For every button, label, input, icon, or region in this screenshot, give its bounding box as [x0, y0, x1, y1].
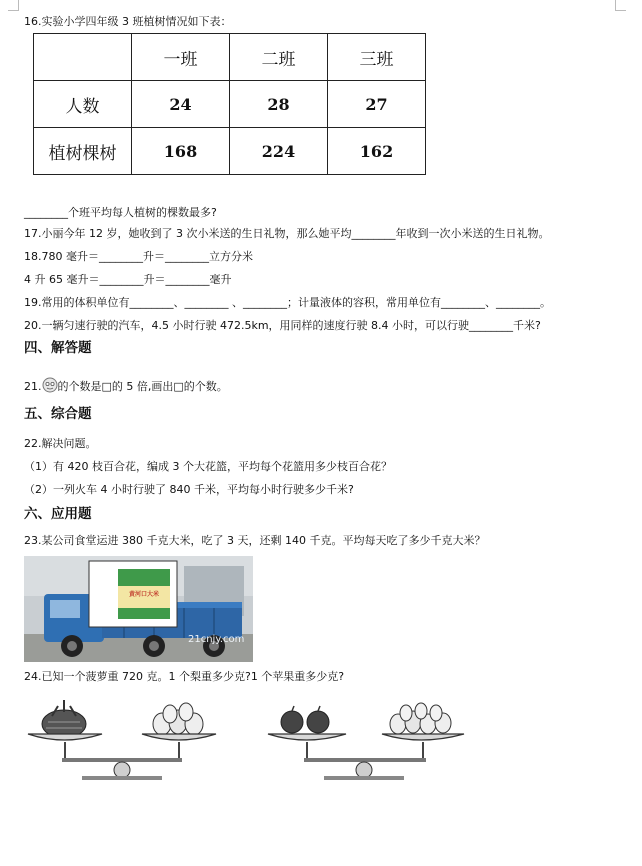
q20-text: 20.一辆匀速行驶的汽车，4.5 小时行驶 472.5km，用同样的速度行驶 8.4 小时，可以行驶________千米?: [24, 319, 541, 332]
q21-text: [24, 377, 228, 398]
table-cell: 168: [132, 128, 230, 175]
face-icon: [42, 377, 58, 398]
q22-sub1: （1）有 420 枝百合花，编成 3 个大花篮，平均每个花篮用多少枝百合花？: [24, 460, 392, 473]
truck-rice-photo: [24, 556, 253, 662]
q18-line2: 4 升 65 毫升＝________升＝________毫升: [24, 273, 232, 286]
photo-watermark: 21cnjy.com: [188, 634, 245, 645]
q21-body: 的个数是□的 5 倍,画出□的个数。: [57, 380, 228, 393]
section-heading-6: 六、应用题: [24, 506, 92, 522]
section-heading-5: 五、综合题: [24, 406, 92, 422]
table-row: [34, 81, 426, 128]
table-cell: 224: [230, 128, 328, 175]
table-header-class2: 二班: [230, 34, 328, 81]
q24-text: 24.已知一个菠萝重 720 克。1 个梨重多少克?1 个苹果重多少克?: [24, 670, 345, 683]
q23-text: 23.某公司食堂运进 380 千克大米，吃了 3 天，还剩 140 千克。平均每天吃了多少千克大米？: [24, 534, 486, 547]
balance-scale-pineapple-pears: [22, 700, 222, 786]
table-cell: 28: [230, 81, 328, 128]
q16-question: ________个班平均每人植树的棵数最多?: [24, 206, 217, 219]
table-cell: 24: [132, 81, 230, 128]
q16-title: 16.实验小学四年级 3 班植树情况如下表：: [24, 15, 232, 28]
table-header-row: [34, 34, 426, 81]
section-heading-4: 四、解答题: [24, 340, 92, 356]
table-row: [34, 128, 426, 175]
table-cell: 162: [328, 128, 426, 175]
tree-planting-table: [33, 33, 426, 175]
row-label-trees: 植树棵树: [34, 128, 132, 175]
row-label-students: 人数: [34, 81, 132, 128]
q17-text: 17.小丽今年 12 岁，她收到了 3 次小米送的生日礼物，那么她平均________年收到一次小米送的生日礼物。: [24, 227, 550, 240]
table-header-class3: 三班: [328, 34, 426, 81]
page-corner-mark: [615, 0, 626, 11]
q21-number: 21.: [24, 380, 42, 393]
table-cell: [34, 34, 132, 81]
table-cell: 27: [328, 81, 426, 128]
q22-title: 22.解决问题。: [24, 437, 97, 450]
q19-text: 19.常用的体积单位有________、________ 、________；计量液体的容积，常用单位有________、________。: [24, 296, 551, 309]
q22-sub2: （2）一列火车 4 小时行驶了 840 千米，平均每小时行驶多少千米?: [24, 483, 354, 496]
q18-line1: 18.780 毫升＝________升＝________立方分米: [24, 250, 253, 263]
rice-bag-label: 黄河口大米: [128, 591, 159, 598]
balance-scale-apples-pears: [264, 700, 474, 786]
page-corner-mark: [8, 0, 19, 11]
table-header-class1: 一班: [132, 34, 230, 81]
